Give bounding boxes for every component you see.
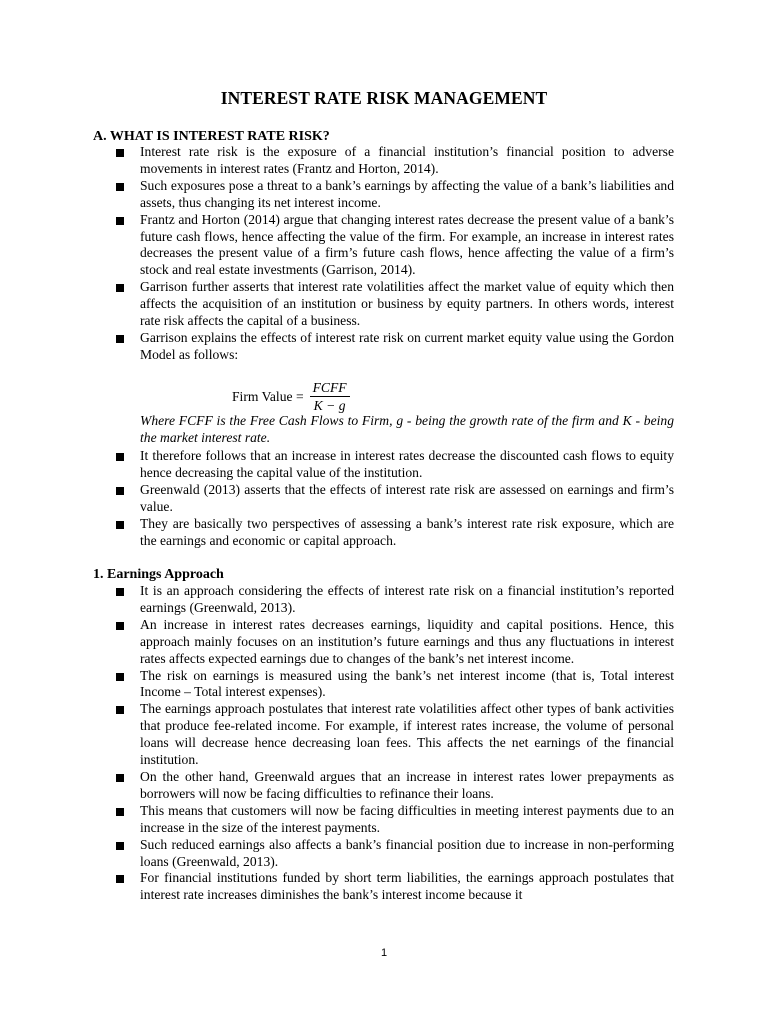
list-item: Such exposures pose a threat to a bank’s earnings by affecting the value of a bank’s liabilities and assets, thus changing its net interest income. [0, 178, 674, 212]
formula-numerator: FCFF [310, 380, 350, 397]
section-a-bullets-1 [0, 144, 674, 364]
list-item: Such reduced earnings also affects a bank’s financial position due to increase in non-performing loans (Greenwald, 2013). [0, 837, 674, 871]
list-item: It is an approach considering the effects of interest rate risk on a financial institution’s reported earnings (Greenwald, 2013). [0, 583, 674, 617]
document-title: INTEREST RATE RISK MANAGEMENT [220, 88, 548, 108]
list-item: Garrison further asserts that interest rate volatilities affect the market value of equity which then affects the acquisition of an institution or business by equity partners. In others words, interest rate risk affects the capital of a business. [0, 279, 674, 330]
list-item: Greenwald (2013) asserts that the effects of interest rate risk are assessed on earnings and firm’s value. [0, 482, 674, 516]
section-a-bullets-2 [0, 448, 674, 549]
section-a-heading: A. WHAT IS INTEREST RATE RISK? [93, 129, 330, 144]
formula-fraction [310, 380, 350, 413]
formula-note: Where FCFF is the Free Cash Flows to Firm, g - being the growth rate of the firm and K - being the market interest rate. [140, 413, 674, 445]
list-item: On the other hand, Greenwald argues that an increase in interest rates lower prepayments as borrowers will now be facing difficulties to refinance their loans. [0, 769, 674, 803]
list-item: The risk on earnings is measured using the bank’s net interest income (that is, Total interest Income – Total interest expenses). [0, 668, 674, 702]
list-item: They are basically two perspectives of assessing a bank’s interest rate risk exposure, which are the earnings and economic or capital approach. [0, 516, 674, 550]
page-number: 1 [380, 947, 388, 959]
list-item: For financial institutions funded by short term liabilities, the earnings approach postulates that interest rate increases diminishes the bank’s interest income because it [0, 870, 674, 904]
formula-denominator: K − g [313, 398, 346, 413]
list-item: Garrison explains the effects of interest rate risk on current market equity value using the Gordon Model as follows: [0, 330, 674, 364]
list-item: Frantz and Horton (2014) argue that changing interest rates decrease the present value of a bank’s future cash flows, hence affecting the value of the firm. For example, an increase in interest rates decreases the present value of a firm’s future cash flows, hence affecting the value of a firm’s stock and real estate investments (Garrison, 2014). [0, 212, 674, 280]
list-item: It therefore follows that an increase in interest rates decrease the discounted cash flows to equity hence decreasing the capital value of the institution. [0, 448, 674, 482]
list-item: This means that customers will now be facing difficulties in meeting interest payments due to an increase in the size of the interest payments. [0, 803, 674, 837]
formula-label: Firm Value = [232, 388, 304, 404]
section-1-heading: 1. Earnings Approach [93, 567, 224, 582]
section-1-bullets [0, 583, 674, 904]
list-item: The earnings approach postulates that interest rate volatilities affect other types of bank activities that produce fee-related income. For example, if interest rates increase, the volume of personal loans will decrease hence decreasing loan fees. This affects the net earnings of the financial institution. [0, 701, 674, 769]
gordon-model-formula [232, 380, 350, 413]
list-item: An increase in interest rates decreases earnings, liquidity and capital positions. Hence, this approach mainly focuses on an institution’s future earnings and thus any fluctuations in interest rates affects expected earnings due to changes of the bank’s net interest income. [0, 617, 674, 668]
list-item: Interest rate risk is the exposure of a financial institution’s financial position to adverse movements in interest rates (Frantz and Horton, 2014). [0, 144, 674, 178]
